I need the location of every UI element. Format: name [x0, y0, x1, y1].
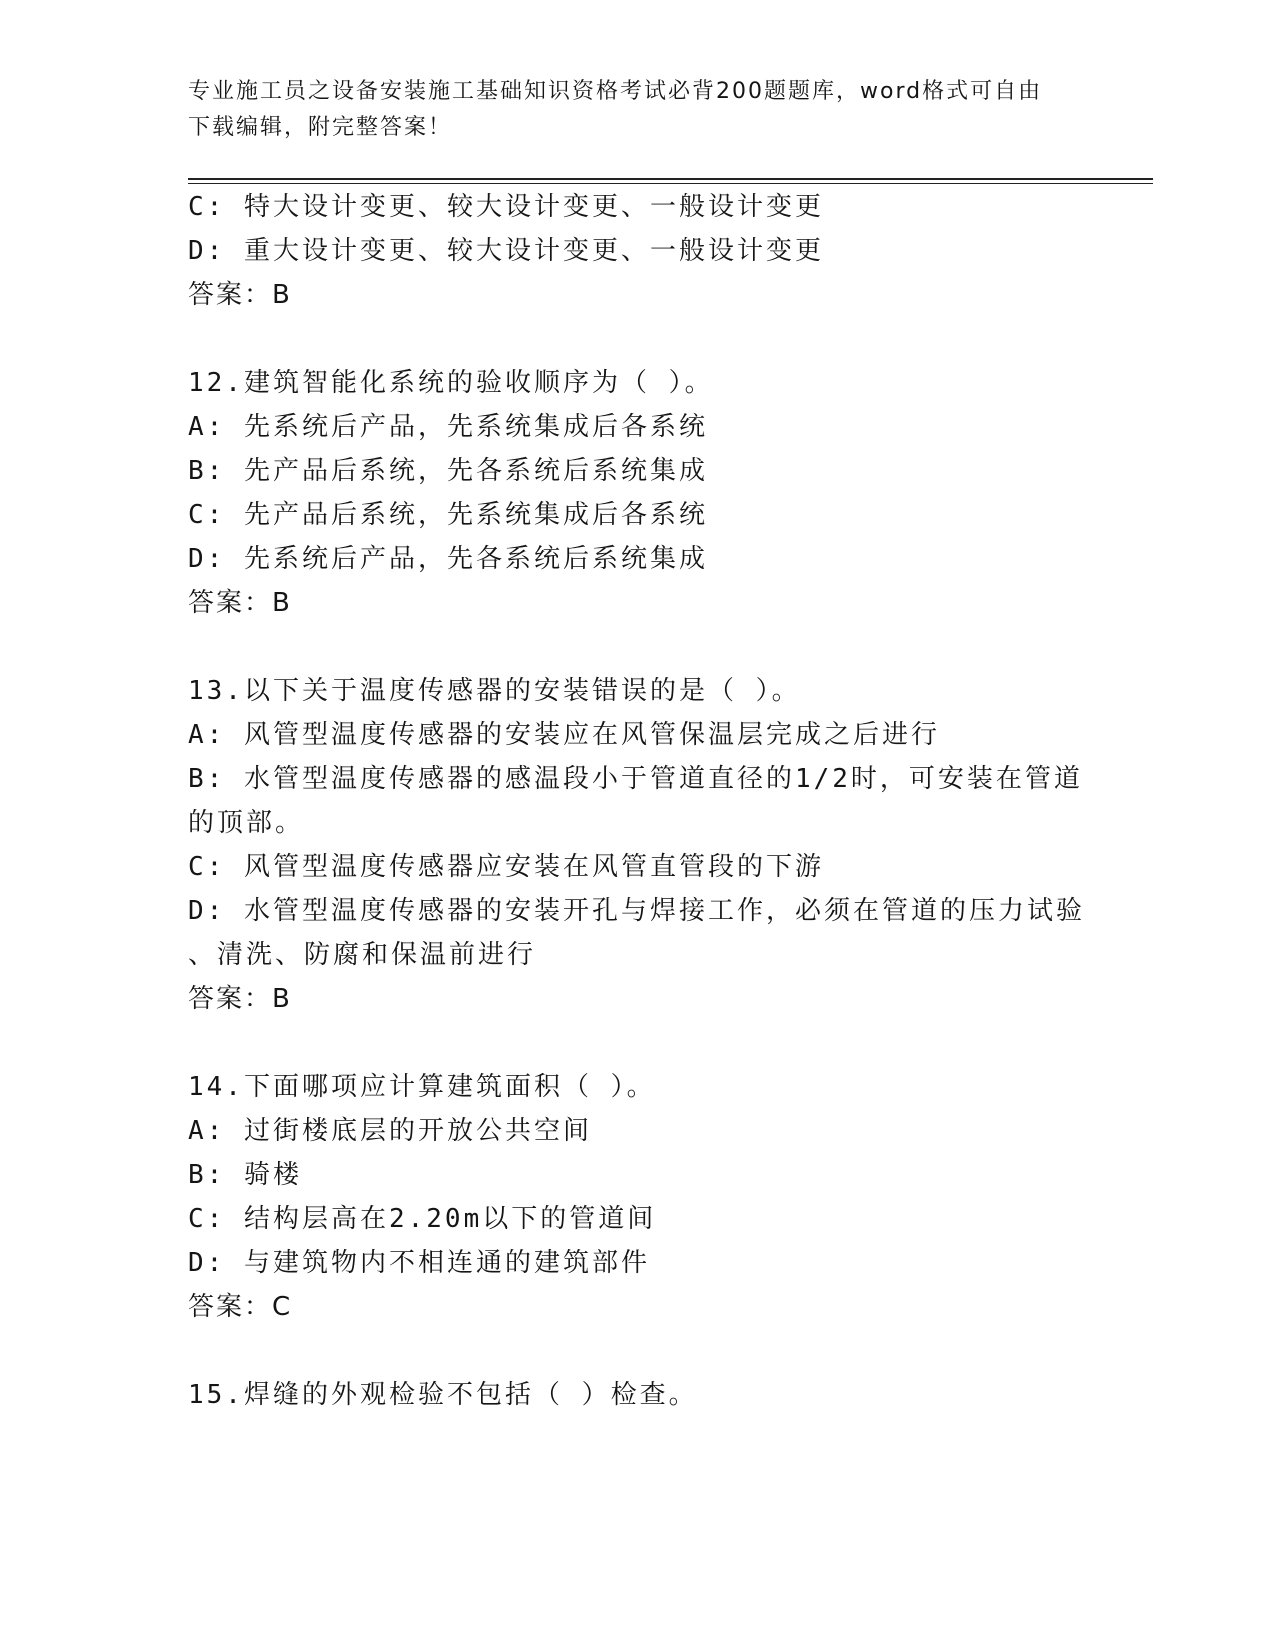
header-line-1: 专业施工员之设备安装施工基础知识资格考试必背200题题库，word格式可自由 — [188, 79, 1043, 104]
prev-option-d: D: 重大设计变更、较大设计变更、一般设计变更 — [188, 236, 824, 266]
q12-stem: 12.建筑智能化系统的验收顺序为（ ）。 — [188, 368, 714, 398]
q15-stem: 15.焊缝的外观检验不包括（ ）检查。 — [188, 1380, 698, 1410]
prev-option-c: C: 特大设计变更、较大设计变更、一般设计变更 — [188, 192, 824, 222]
q13-option-c: C: 风管型温度传感器应安装在风管直管段的下游 — [188, 852, 824, 882]
q14-stem: 14.下面哪项应计算建筑面积（ ）。 — [188, 1072, 656, 1102]
q14-option-b: B: 骑楼 — [188, 1160, 302, 1190]
q13-option-d-line-1: D: 水管型温度传感器的安装开孔与焊接工作，必须在管道的压力试验 — [188, 896, 1085, 926]
header-divider-thick — [188, 178, 1153, 180]
document-header — [188, 74, 1088, 146]
q14-option-c: C: 结构层高在2.20m以下的管道间 — [188, 1204, 657, 1234]
header-divider-thin — [188, 183, 1153, 184]
q14-option-d: D: 与建筑物内不相连通的建筑部件 — [188, 1248, 650, 1278]
q12-option-c: C: 先产品后系统，先系统集成后各系统 — [188, 500, 708, 530]
q13-answer: 答案：B — [188, 984, 292, 1014]
q13-stem: 13.以下关于温度传感器的安装错误的是（ ）。 — [188, 676, 801, 706]
q12-option-a: A: 先系统后产品，先系统集成后各系统 — [188, 412, 708, 442]
header-line-2: 下载编辑，附完整答案！ — [188, 115, 453, 140]
q12-option-b: B: 先产品后系统，先各系统后系统集成 — [188, 456, 708, 486]
q13-option-b-line-1: B: 水管型温度传感器的感温段小于管道直径的1/2时，可安装在管道 — [188, 764, 1083, 794]
q13-option-a: A: 风管型温度传感器的安装应在风管保温层完成之后进行 — [188, 720, 940, 750]
q14-answer: 答案：C — [188, 1292, 293, 1322]
q14-option-a: A: 过街楼底层的开放公共空间 — [188, 1116, 592, 1146]
q13-option-d-line-2: 、清洗、防腐和保温前进行 — [188, 940, 537, 970]
q12-answer: 答案：B — [188, 588, 292, 618]
prev-answer: 答案：B — [188, 280, 292, 310]
q12-option-d: D: 先系统后产品，先各系统后系统集成 — [188, 544, 708, 574]
q13-option-b-line-2: 的顶部。 — [188, 808, 305, 838]
